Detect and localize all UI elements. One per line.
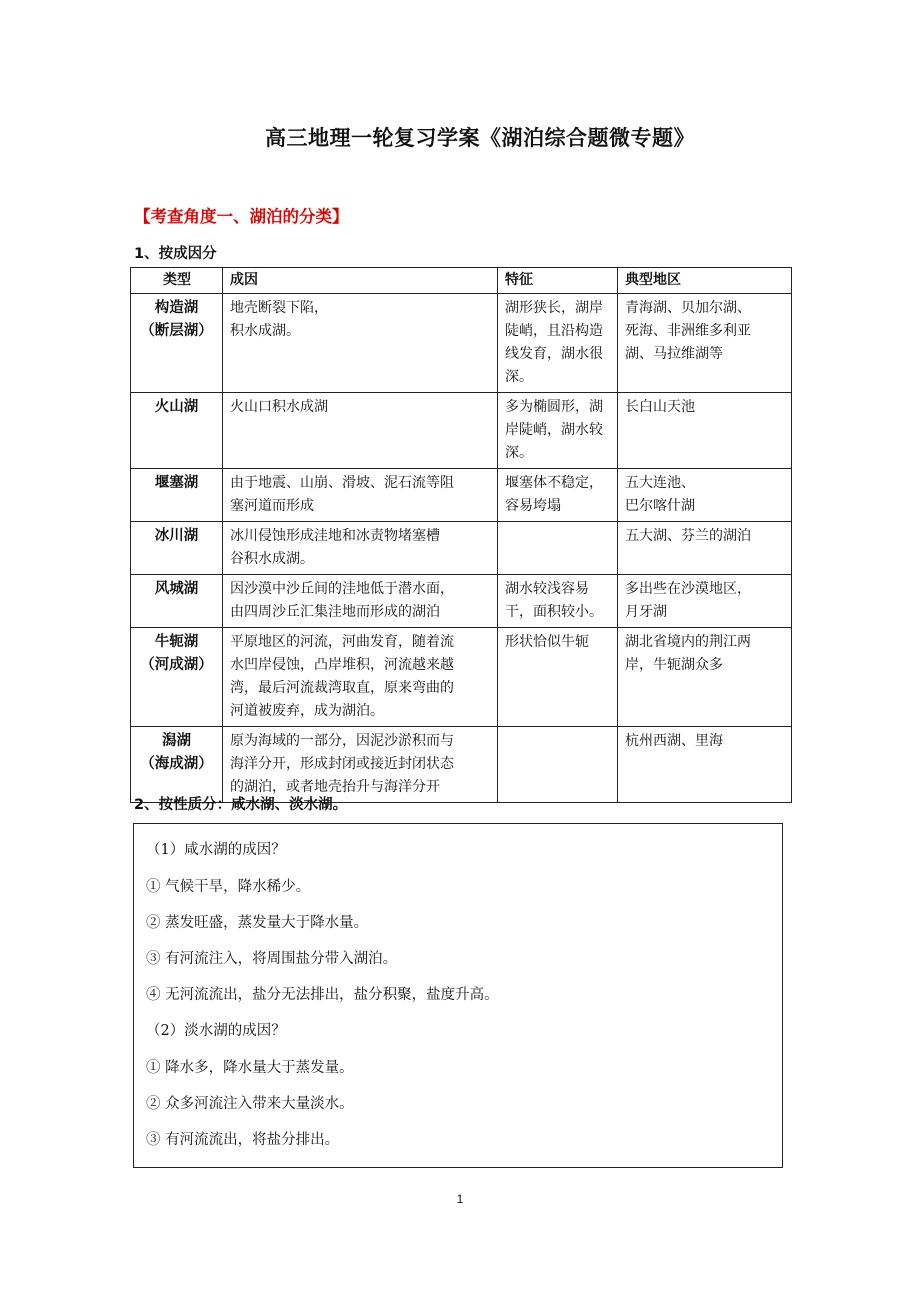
- section-heading-classification: 【考查角度一、湖泊的分类】: [134, 207, 349, 226]
- cell-line: 火山口积水成湖: [230, 399, 328, 415]
- cell-line: 由于地震、山崩、滑坡、泥石流等阻: [230, 475, 454, 491]
- cell-region: [618, 628, 792, 727]
- cell-line: 湾，最后河流裁湾取直，原来弯曲的: [230, 680, 454, 696]
- cell-line: 线发育，湖水很: [505, 346, 603, 362]
- cell-line: 岸，牛轭湖众多: [625, 657, 723, 673]
- cell-feature: [498, 294, 618, 393]
- header-type: 类型: [131, 268, 223, 294]
- cell-region: [618, 393, 792, 469]
- cell-cause: [223, 727, 498, 803]
- cell-line: 陡峭，且沿构造: [505, 323, 603, 339]
- cell-type: [131, 628, 223, 727]
- cell-type: [131, 727, 223, 803]
- cell-line: 岸陡峭，湖水较: [505, 422, 603, 438]
- cell-cause: [223, 628, 498, 727]
- cell-cause: [223, 469, 498, 522]
- cell-line: 五大湖、芬兰的湖泊: [625, 528, 751, 544]
- cell-region: [618, 469, 792, 522]
- cell-line: 冰川侵蚀形成洼地和冰责物堵塞槽: [230, 528, 440, 544]
- cell-line: 湖北省境内的荆江两: [625, 634, 751, 650]
- cell-line: 海洋分开，形成封闭或接近封闭状态: [230, 756, 454, 772]
- cell-line: 月牙湖: [625, 604, 667, 620]
- cell-line: 堰塞体不稳定，: [505, 475, 603, 491]
- cell-line: 因沙漠中沙丘间的洼地低于潜水面，: [230, 581, 454, 597]
- cell-line: 冰川湖: [154, 528, 199, 544]
- cell-feature: [498, 575, 618, 628]
- box-line: ② 众多河流注入带来大量淡水。: [146, 1096, 354, 1112]
- cell-type: [131, 393, 223, 469]
- cell-cause: [223, 294, 498, 393]
- cell-region: [618, 727, 792, 803]
- cell-line: 的湖泊，或者地壳抬升与海洋分开: [230, 779, 440, 795]
- cell-line: 深。: [505, 369, 533, 385]
- cell-feature: [498, 727, 618, 803]
- cell-line: 潟湖: [162, 733, 191, 749]
- cell-line: 巴尔喀什湖: [625, 498, 695, 514]
- cell-line: 容易垮塌: [505, 498, 561, 514]
- cell-line: 平原地区的河流，河曲发育，随着流: [230, 634, 454, 650]
- table-row: [131, 294, 792, 393]
- box-line: （2）淡水湖的成因？: [146, 1023, 286, 1039]
- cell-line: 积水成湖。: [230, 323, 300, 339]
- cell-line: 由四周沙丘汇集洼地而形成的湖泊: [230, 604, 440, 620]
- cell-type: [131, 575, 223, 628]
- cell-region: [618, 522, 792, 575]
- cell-line: 牛轭湖: [154, 634, 199, 650]
- box-line: ② 蒸发旺盛，蒸发量大于降水量。: [146, 915, 369, 931]
- box-line: ① 降水多，降水量大于蒸发量。: [146, 1060, 354, 1076]
- cell-feature: [498, 628, 618, 727]
- cell-line: 死海、非洲维多利亚: [625, 323, 751, 339]
- cell-line: 青海湖、贝加尔湖、: [625, 300, 751, 316]
- cell-line: 地壳断裂下陷，: [230, 300, 328, 316]
- cell-line: （断层湖）: [140, 323, 213, 339]
- header-region: 典型地区: [618, 268, 792, 294]
- box-line: ① 气候干旱，降水稀少。: [146, 879, 311, 895]
- cell-line: 河道被废弃，成为湖泊。: [230, 703, 384, 719]
- cell-line: 原为海域的一部分，因泥沙淤积而与: [230, 733, 454, 749]
- cell-region: [618, 294, 792, 393]
- header-cause: 成因: [223, 268, 498, 294]
- box-line: （1）咸水湖的成因？: [146, 842, 286, 858]
- table-row: [131, 727, 792, 803]
- cell-type: [131, 294, 223, 393]
- cell-line: 五大连池、: [625, 475, 695, 491]
- cell-line: 水凹岸侵蚀，凸岸堆积，河流越来越: [230, 657, 454, 673]
- salt-fresh-lake-box: [133, 823, 783, 1168]
- box-line: ③ 有河流注入，将周围盐分带入湖泊。: [146, 951, 398, 967]
- cell-line: 形状恰似牛轭: [505, 634, 589, 650]
- cell-line: 多为椭圆形，湖: [505, 399, 603, 415]
- cell-feature: [498, 393, 618, 469]
- cell-line: 堰塞湖: [154, 475, 199, 491]
- cell-line: 杭州西湖、里海: [625, 733, 723, 749]
- table-row: [131, 393, 792, 469]
- box-line: ③ 有河流流出，将盐分排出。: [146, 1132, 340, 1148]
- cell-line: 湖、马拉维湖等: [625, 346, 723, 362]
- cell-cause: [223, 522, 498, 575]
- cell-line: 长白山天池: [625, 399, 695, 415]
- cell-line: （海成湖）: [140, 756, 213, 772]
- cell-feature: [498, 522, 618, 575]
- header-feature: 特征: [498, 268, 618, 294]
- cell-line: 多出些在沙漠地区，: [625, 581, 751, 597]
- cell-region: [618, 575, 792, 628]
- cell-cause: [223, 393, 498, 469]
- cell-line: 湖水较浅容易: [505, 581, 589, 597]
- cell-cause: [223, 575, 498, 628]
- cell-line: 火山湖: [154, 399, 199, 415]
- cell-type: [131, 469, 223, 522]
- cell-line: 构造湖: [154, 300, 199, 316]
- cell-type: [131, 522, 223, 575]
- lake-classification-table: [130, 267, 792, 803]
- box-line: ④ 无河流流出，盐分无法排出，盐分积聚，盐度升高。: [146, 987, 499, 1003]
- cell-line: 深。: [505, 445, 533, 461]
- table-row: [131, 628, 792, 727]
- cell-line: 塞河道而形成: [230, 498, 314, 514]
- table-row: [131, 469, 792, 522]
- subheading-by-nature: 2、按性质分：咸水湖、淡水湖。: [134, 797, 348, 813]
- cell-line: 湖形狭长，湖岸: [505, 300, 603, 316]
- page-number: 1: [456, 1192, 464, 1206]
- cell-line: 干，面积较小。: [505, 604, 603, 620]
- cell-line: 谷积水成湖。: [230, 551, 314, 567]
- cell-feature: [498, 469, 618, 522]
- table-row: [131, 575, 792, 628]
- cell-line: 风城湖: [154, 581, 199, 597]
- cell-line: （河成湖）: [140, 657, 213, 673]
- table-header-row: [131, 268, 792, 294]
- page-title: 高三地理一轮复习学案《湖泊综合题微专题》: [265, 125, 695, 150]
- subheading-by-origin: 1、按成因分: [134, 246, 217, 262]
- table-row: [131, 522, 792, 575]
